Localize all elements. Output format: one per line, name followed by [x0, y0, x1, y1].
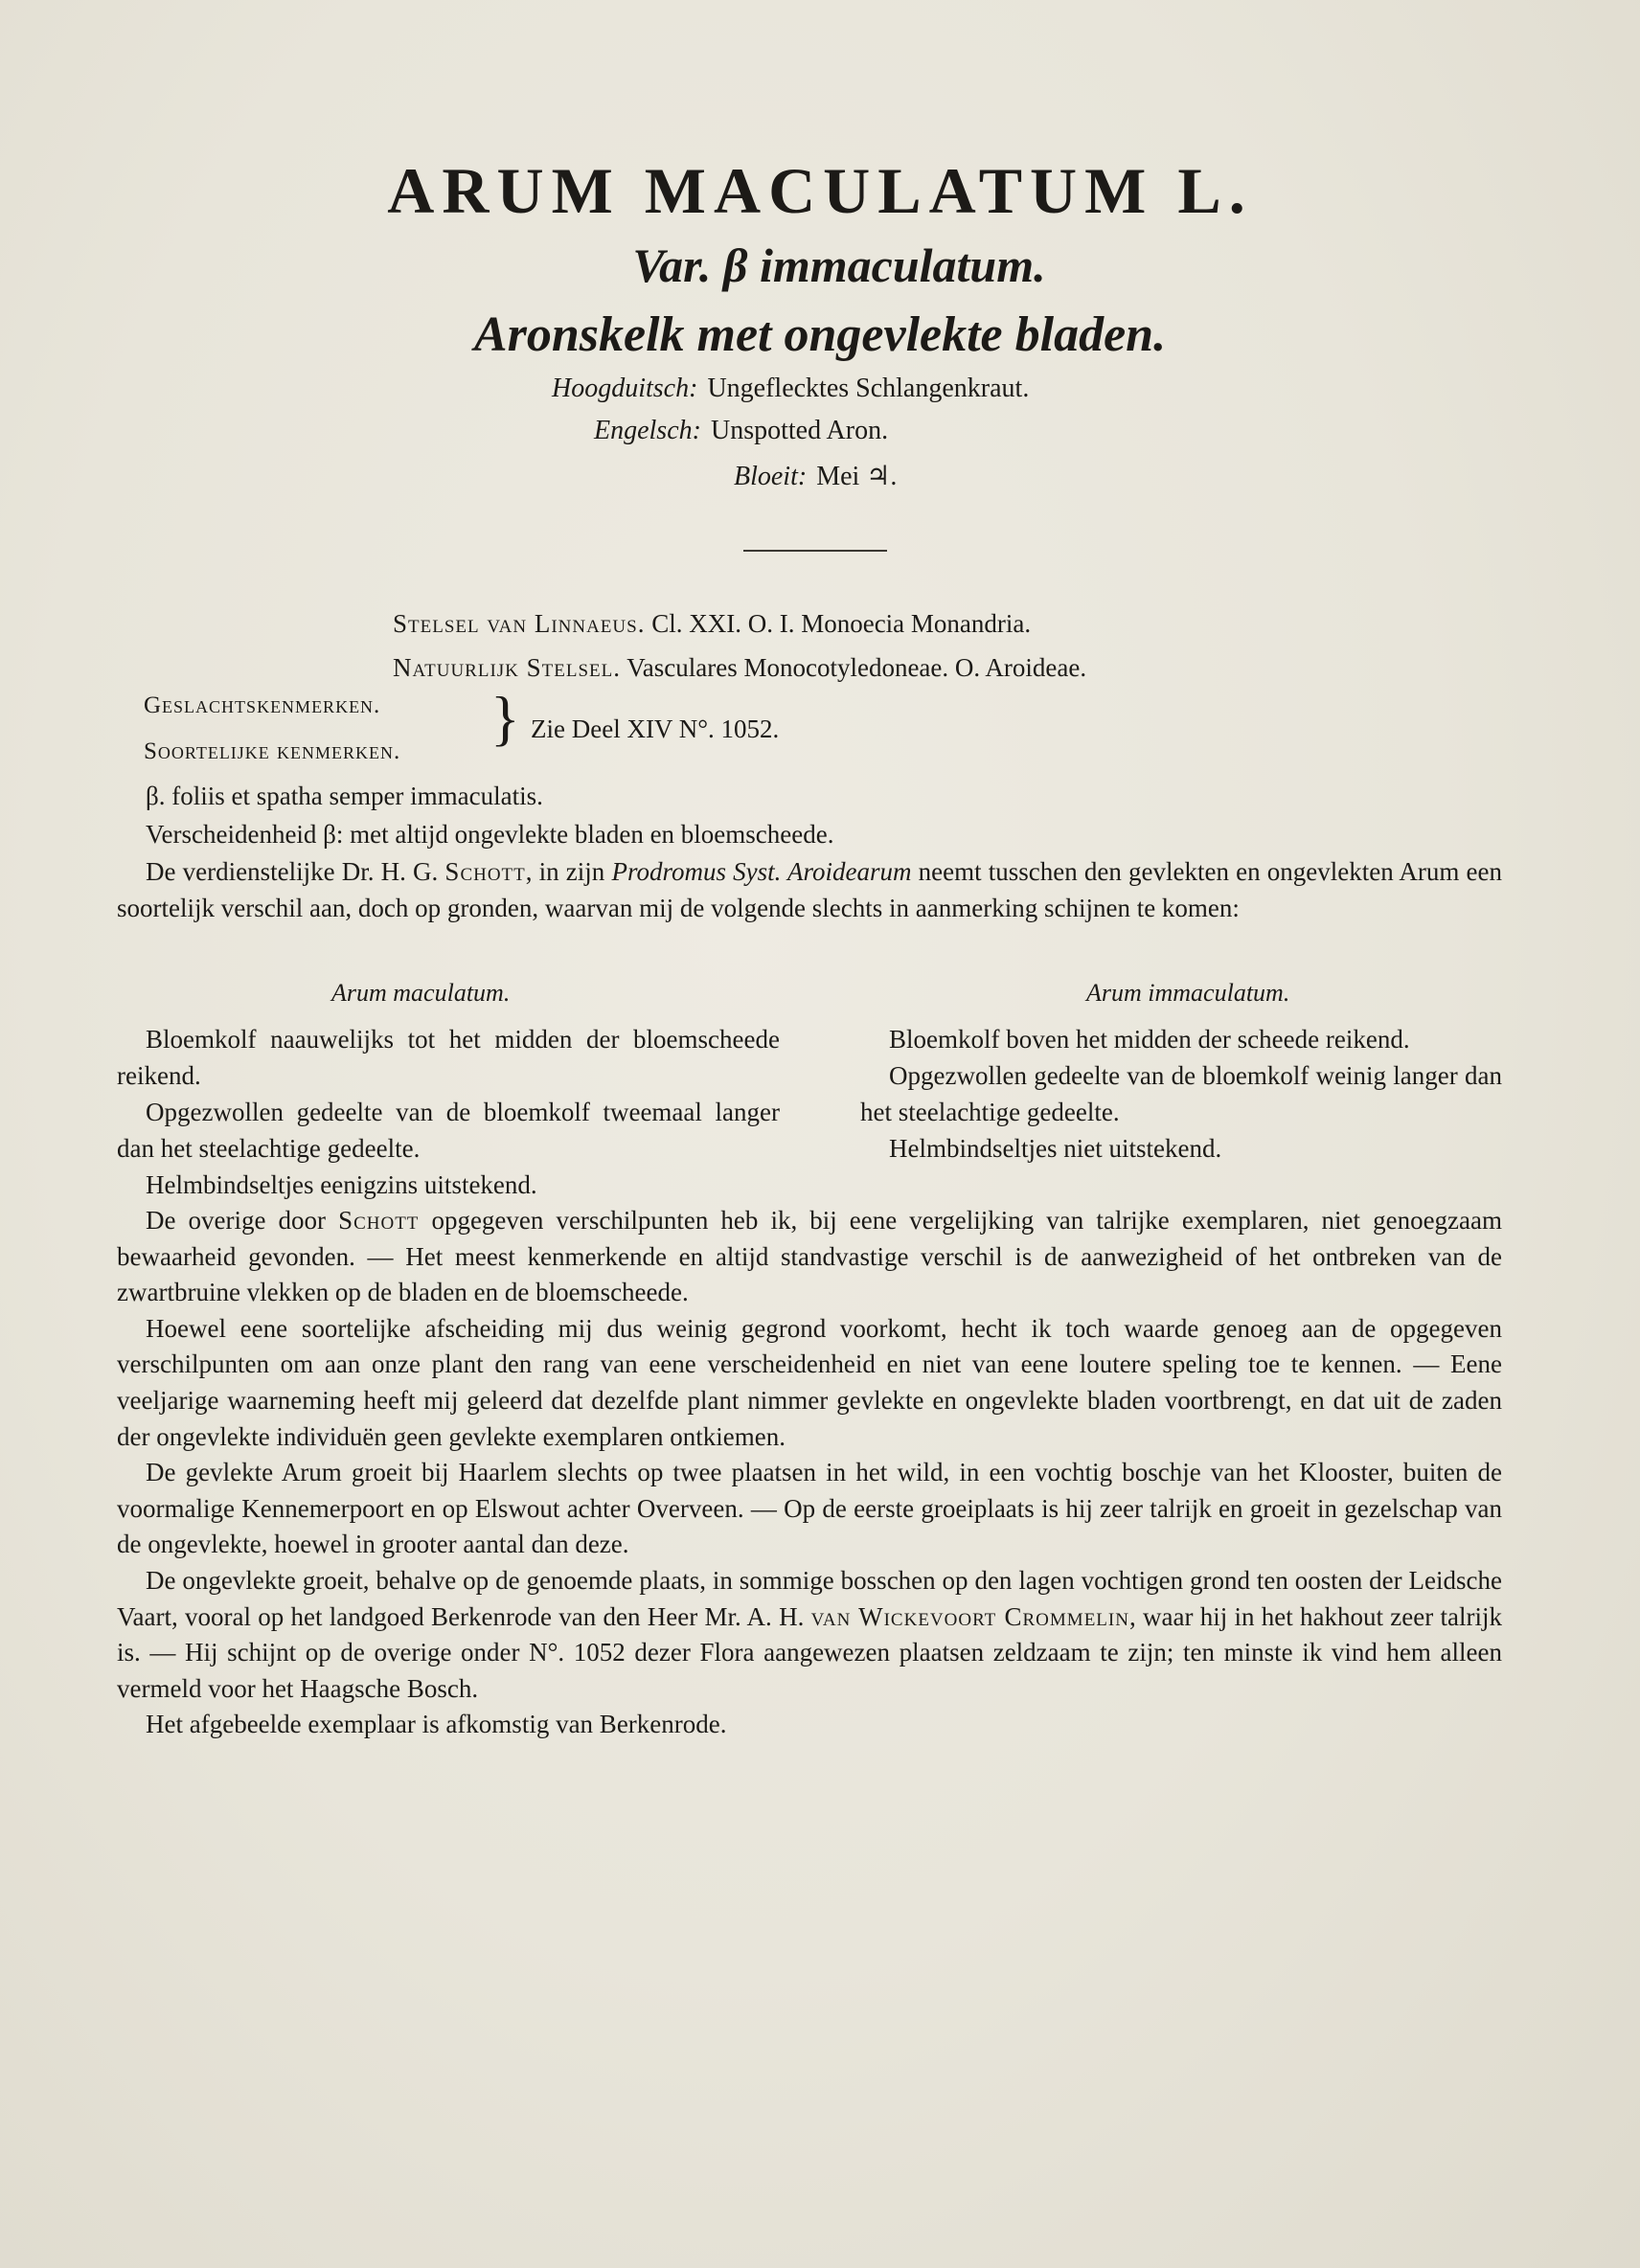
left-column-heading: Arum maculatum. [331, 979, 511, 1007]
right-item: Helmbindseltjes niet uitstekend. [889, 1134, 1222, 1163]
genus-characters-label: Geslachtskenmerken. [144, 692, 381, 718]
high-german-value: Ungeflecktes Schlangenkraut. [707, 374, 1030, 403]
left-item: Opgezwollen gedeelte van de bloemkolf tweemaal langer dan het steelachtige gedeelte. [117, 1098, 780, 1163]
brace-bracket: } [490, 684, 520, 752]
volume-reference: Zie Deel XIV N°. 1052. [531, 714, 780, 743]
divider-rule [743, 550, 887, 552]
right-column [860, 1021, 1502, 1167]
variety-subtitle: Var. β immaculatum. [632, 238, 1046, 292]
species-characters-label: Soortelijke kenmerken. [144, 738, 401, 764]
dutch-name-subtitle: Aronskelk met ongevlekte bladen. [473, 307, 1167, 362]
english-name [594, 416, 888, 446]
flowering-label: Bloeit: [734, 462, 808, 491]
paragraph: Het afgebeelde exemplaar is afkomstig van Berkenrode. [146, 1710, 727, 1739]
flowering-time [734, 460, 897, 492]
page-title: ARUM MACULATUM L. [387, 154, 1253, 227]
latin-diagnosis: β. foliis et spatha semper immaculatis. [146, 782, 543, 810]
author-name: Schott [444, 857, 526, 886]
paragraph: Hoewel eene soortelijke afscheiding mij dus weinig gegrond voorkomt, hecht ik toch waarde genoeg aan de opgegeven verschilpunten om aan onze plant den rang van eene verscheidenheid en niet van eene loutere speling toe te kennen. — Eene veeljarige waarneming heeft mij geleerd dat dezelfde plant nimmer gevlekte en ongevlekte bladen voortbrengt, en dat uit de zaden der ongevlekte individuën geen gevlekte exemplaren ontkiemen. [117, 1313, 1502, 1451]
paragraph: De ongevlekte groeit, behalve op de genoemde plaats, in sommige bosschen op den lagen vochtigen grond ten oosten der Leidsche Vaart, vooral op het landgoed Berkenrode van den Heer Mr. A. H. van Wickevoort Crommelin, waar hij in het hakhout zeer talrijk is. — Hij schijnt op de overige onder N°. 1052 dezer Flora aangewezen plaatsen zeldzaam te zijn; ten minste ik vind hem alleen vermeld voor het Haagsche Bosch. [117, 1565, 1502, 1703]
natural-value: Vasculares Monocotyledoneae. O. Aroideae. [626, 653, 1087, 682]
linnaeus-value: Cl. XXI. O. I. Monoecia Monandria. [651, 609, 1032, 638]
left-column [117, 1021, 780, 1203]
main-text [117, 1203, 1502, 1743]
left-item: Helmbindseltjes eenigzins uitstekend. [146, 1170, 537, 1199]
high-german-name [552, 374, 1029, 404]
paragraph: De overige door Schott opgegeven verschilpunten heb ik, bij eene vergelijking van talrijke exemplaren, niet genoegzaam bewaarheid gevonden. — Het meest kenmerkende en altijd standvastige verschil is de aanwezigheid of het ontbreken van de zwartbruine vlekken op de bladen en de bloemscheede. [117, 1206, 1503, 1307]
right-item: Opgezwollen gedeelte van de bloemkolf weinig langer dan het steelachtige gedeelte. [860, 1061, 1502, 1126]
high-german-label: Hoogduitsch: [552, 374, 698, 403]
left-item: Bloemkolf naauwelijks tot het midden der bloemscheede reikend. [117, 1025, 780, 1090]
natural-system [393, 649, 1086, 686]
linnaeus-label: Stelsel van Linnaeus. [393, 609, 646, 638]
dutch-diagnosis: Verscheidenheid β: met altijd ongevlekte bladen en bloemscheede. [146, 820, 834, 849]
natural-label: Natuurlijk Stelsel. [393, 653, 621, 682]
right-item: Bloemkolf boven het midden der scheede reikend. [889, 1025, 1410, 1054]
right-column-heading: Arum immaculatum. [1086, 979, 1290, 1007]
work-title: Prodromus Syst. Aroidearum [611, 857, 912, 886]
intro-paragraph: De verdienstelijke Dr. H. G. Schott, in zijn Prodromus Syst. Aroidearum neemt tusschen den gevlekten en ongevlekten Arum een soortelijk verschil aan, doch op gronden, waarvan mij de volgende slechts in aanmerking schijnen te komen: [117, 857, 1502, 922]
linnaeus-system [393, 605, 1031, 642]
flowering-value: Mei ♃. [816, 462, 898, 491]
paragraph: De gevlekte Arum groeit bij Haarlem slechts op twee plaatsen in het wild, in een vochtig boschje van het Klooster, buiten de voormalige Kennemerpoort en op Elswout achter Overveen. — Op de eerste groeiplaats is hij zeer talrijk en groeit in gezelschap van de ongevlekte, hoewel in grooter aantal dan deze. [117, 1458, 1502, 1559]
english-value: Unspotted Aron. [710, 416, 889, 445]
english-label: Engelsch: [594, 416, 701, 445]
